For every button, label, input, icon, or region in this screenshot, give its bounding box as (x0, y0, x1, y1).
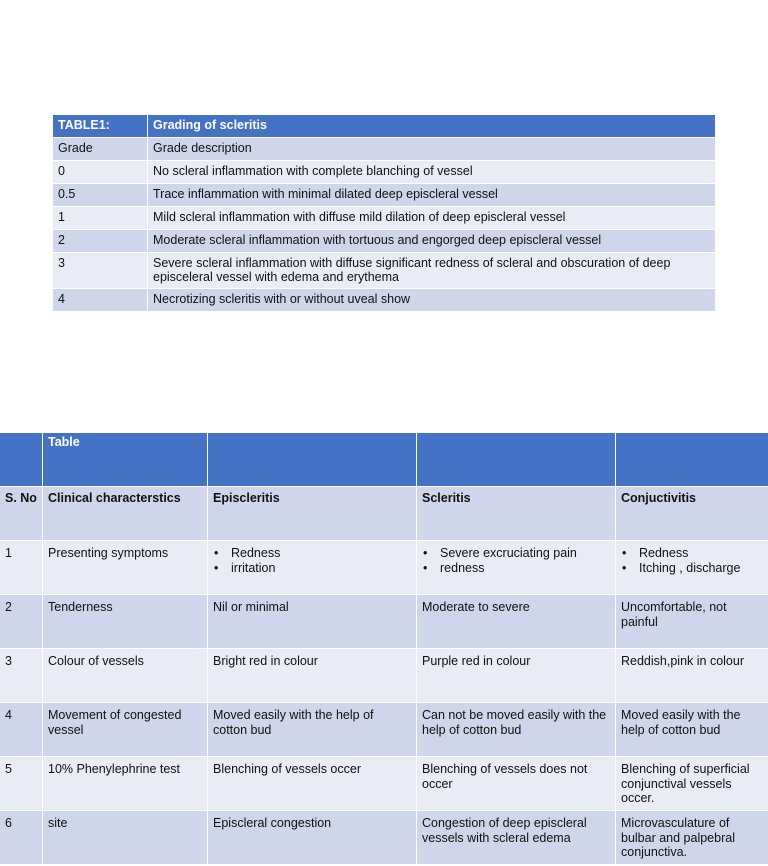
sno-cell: 1 (0, 541, 42, 595)
comparison-table (0, 433, 768, 865)
table-row (53, 289, 715, 312)
comparison-column-header-row (0, 487, 768, 541)
grade-description-cell: Moderate scleral inflammation with tortuous and engorged deep episcleral vessel (147, 230, 715, 253)
bullet-list (422, 546, 610, 575)
scleritis-cell (416, 541, 615, 595)
table-row (0, 649, 768, 703)
list-item: • redness (422, 561, 610, 576)
characteristic-cell: site (42, 811, 207, 865)
grading-table-caption-cell: Grading of scleritis (147, 115, 715, 138)
conjunctivitis-cell: Blenching of superficial conjunctival vessels occer. (615, 757, 768, 811)
characteristic-cell: Tenderness (42, 595, 207, 649)
sno-cell: 5 (0, 757, 42, 811)
table-row (0, 811, 768, 865)
characteristic-cell: Presenting symptoms (42, 541, 207, 595)
episcleritis-cell: Episcleral congestion (207, 811, 416, 865)
sno-cell: 3 (0, 649, 42, 703)
scleritis-cell: Blenching of vessels does not occer (416, 757, 615, 811)
column-header-scleritis: Scleritis (416, 487, 615, 541)
conjunctivitis-cell: Microvasculature of bulbar and palpebral conjunctiva. (615, 811, 768, 865)
title-blank-cell (207, 433, 416, 487)
list-item: • Redness (621, 546, 763, 561)
column-header-episcleritis: Episcleritis (207, 487, 416, 541)
grade-description-cell: Necrotizing scleritis with or without uveal show (147, 289, 715, 312)
table-row (0, 595, 768, 649)
episcleritis-cell (207, 541, 416, 595)
conjunctivitis-cell (615, 541, 768, 595)
grade-description-cell: Severe scleral inflammation with diffuse significant redness of scleral and obscuration of deep episceleral vessel with edema and erythema (147, 253, 715, 289)
title-blank-cell (0, 433, 42, 487)
list-item: • Redness (213, 546, 411, 561)
grade-description-cell: Trace inflammation with minimal dilated deep episcleral vessel (147, 184, 715, 207)
table-row (53, 161, 715, 184)
table-row (0, 757, 768, 811)
episcleritis-cell: Nil or minimal (207, 595, 416, 649)
table-row (53, 138, 715, 161)
scleritis-cell: Moderate to severe (416, 595, 615, 649)
grade-description-cell: Mild scleral inflammation with diffuse mild dilation of deep episcleral vessel (147, 207, 715, 230)
table-row (53, 230, 715, 253)
episcleritis-cell: Blenching of vessels occer (207, 757, 416, 811)
characteristic-cell: 10% Phenylephrine test (42, 757, 207, 811)
conjunctivitis-cell: Moved easily with the help of cotton bud (615, 703, 768, 757)
scleritis-cell: Can not be moved easily with the help of cotton bud (416, 703, 615, 757)
sno-cell: 2 (0, 595, 42, 649)
sno-cell: 4 (0, 703, 42, 757)
grade-cell: 0 (53, 161, 147, 184)
conjunctivitis-cell: Uncomfortable, not painful (615, 595, 768, 649)
grading-table-header-row (53, 115, 715, 138)
grading-table (53, 115, 715, 312)
table-row (0, 541, 768, 595)
title-blank-cell (615, 433, 768, 487)
comparison-table-title-row (0, 433, 768, 487)
list-item: • irritation (213, 561, 411, 576)
grade-cell: 1 (53, 207, 147, 230)
column-header-characteristic: Clinical characterstics (42, 487, 207, 541)
comparison-table-title: Table (42, 433, 207, 487)
conjunctivitis-cell: Reddish,pink in colour (615, 649, 768, 703)
list-item: • Severe excruciating pain (422, 546, 610, 561)
grading-table-title-cell: TABLE1: (53, 115, 147, 138)
grade-cell: Grade (53, 138, 147, 161)
bullet-list (213, 546, 411, 575)
table-row (0, 703, 768, 757)
grade-cell: 3 (53, 253, 147, 289)
scleritis-cell: Purple red in colour (416, 649, 615, 703)
grade-cell: 4 (53, 289, 147, 312)
grade-description-cell: No scleral inflammation with complete blanching of vessel (147, 161, 715, 184)
episcleritis-cell: Moved easily with the help of cotton bud (207, 703, 416, 757)
episcleritis-cell: Bright red in colour (207, 649, 416, 703)
list-item: • Itching , discharge (621, 561, 763, 576)
characteristic-cell: Colour of vessels (42, 649, 207, 703)
characteristic-cell: Movement of congested vessel (42, 703, 207, 757)
grade-cell: 0.5 (53, 184, 147, 207)
scleritis-cell: Congestion of deep episcleral vessels with scleral edema (416, 811, 615, 865)
title-blank-cell (416, 433, 615, 487)
grade-cell: 2 (53, 230, 147, 253)
bullet-list (621, 546, 763, 575)
column-header-conjunctivitis: Conjuctivitis (615, 487, 768, 541)
table-row (53, 207, 715, 230)
table-row (53, 184, 715, 207)
grade-description-cell: Grade description (147, 138, 715, 161)
table-row (53, 253, 715, 289)
sno-cell: 6 (0, 811, 42, 865)
column-header-sno: S. No (0, 487, 42, 541)
